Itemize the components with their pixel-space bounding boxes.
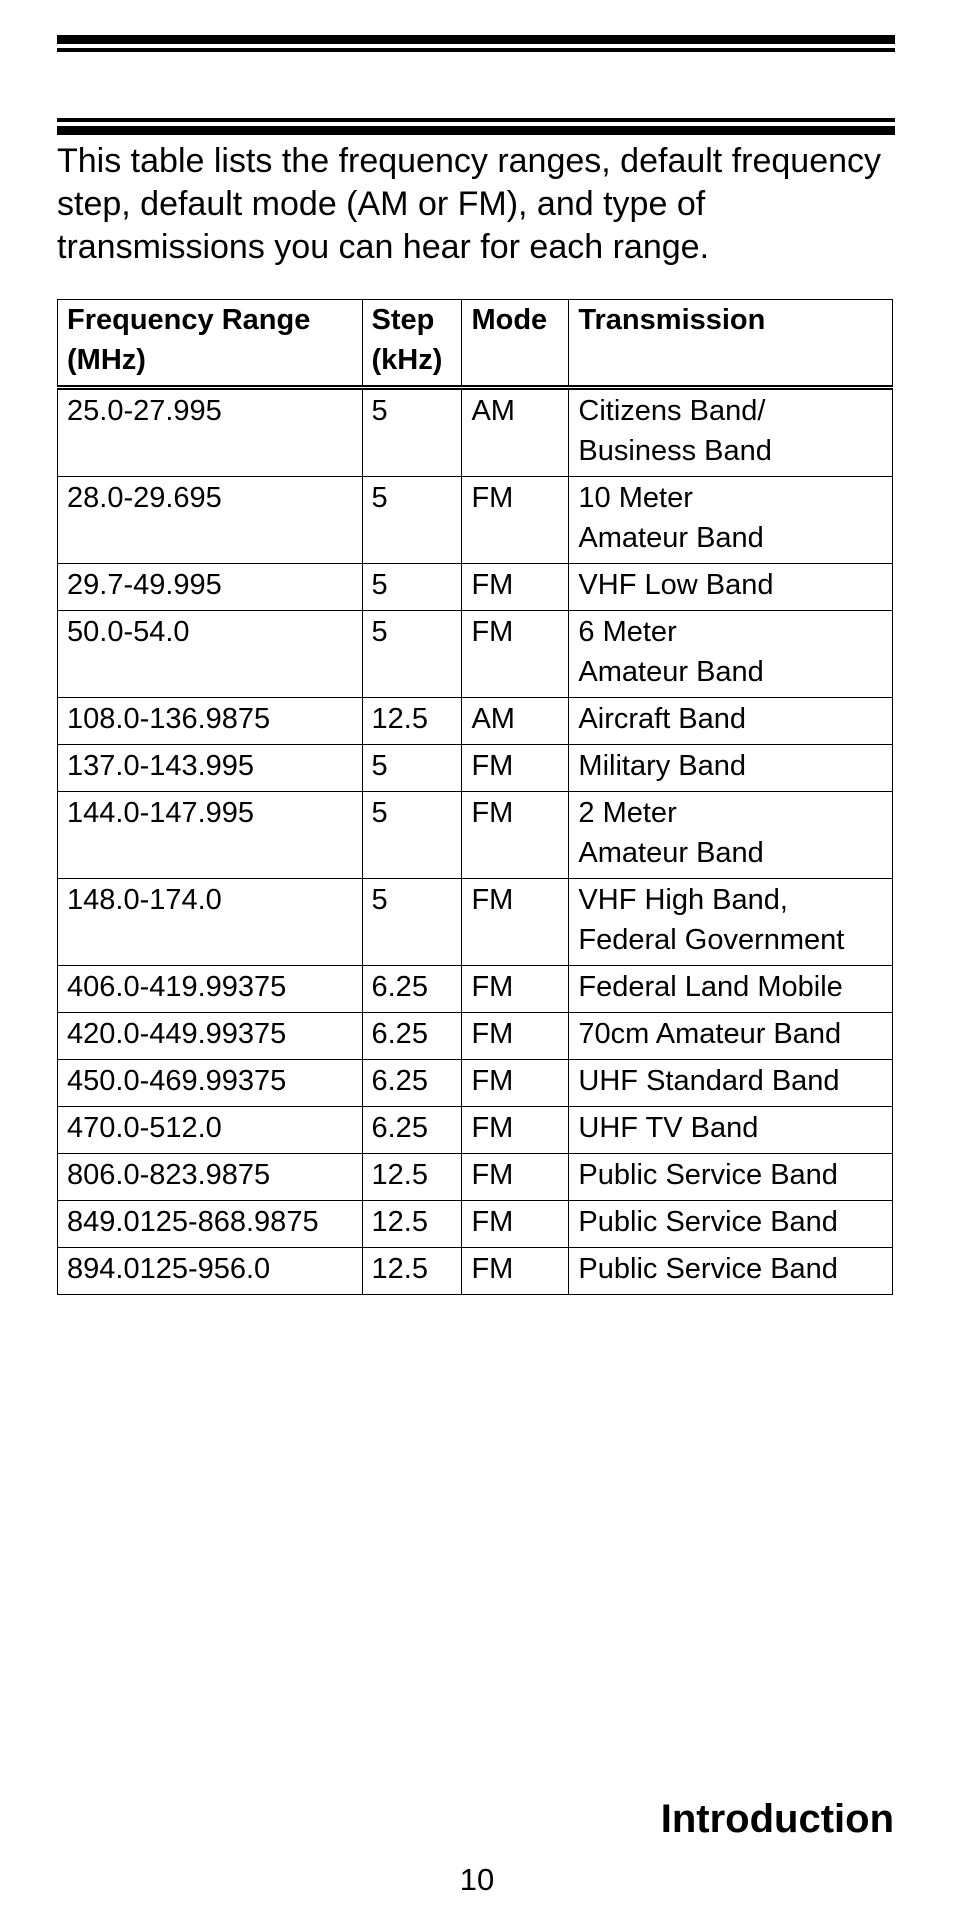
header-line: Transmission	[578, 304, 766, 336]
cell-transmission-line: Business Band	[578, 435, 772, 467]
cell-mode	[462, 792, 569, 879]
cell-mode-text: AM	[471, 395, 515, 427]
cell-step	[362, 1013, 462, 1060]
cell-mode-text: FM	[471, 750, 514, 782]
table-row	[58, 745, 893, 792]
cell-frequency-range-text: 450.0-469.99375	[67, 1065, 287, 1097]
table-row	[58, 792, 893, 879]
cell-frequency-range	[58, 1248, 363, 1295]
cell-frequency-range-text: 470.0-512.0	[67, 1112, 222, 1144]
cell-transmission-line: Amateur Band	[578, 522, 764, 554]
cell-transmission-line: VHF High Band,	[578, 884, 788, 916]
cell-transmission-line: Amateur Band	[578, 837, 764, 869]
cell-transmission	[569, 1107, 893, 1154]
cell-frequency-range	[58, 966, 363, 1013]
table-row	[58, 698, 893, 745]
cell-transmission	[569, 792, 893, 879]
cell-mode	[462, 1107, 569, 1154]
cell-frequency-range	[58, 879, 363, 966]
cell-transmission	[569, 388, 893, 477]
cell-transmission-line: Public Service Band	[578, 1253, 838, 1285]
cell-transmission	[569, 611, 893, 698]
cell-mode-text: FM	[471, 1018, 514, 1050]
cell-step	[362, 1154, 462, 1201]
header-line: (kHz)	[371, 344, 443, 376]
cell-step-text: 12.5	[371, 1253, 428, 1285]
cell-transmission	[569, 1154, 893, 1201]
cell-mode	[462, 1201, 569, 1248]
cell-step	[362, 1248, 462, 1295]
cell-frequency-range	[58, 792, 363, 879]
page-number: 10	[459, 1862, 495, 1897]
cell-step	[362, 388, 462, 477]
table-row	[58, 1154, 893, 1201]
cell-transmission	[569, 564, 893, 611]
cell-step	[362, 1060, 462, 1107]
cell-step-text: 5	[371, 750, 388, 782]
cell-mode	[462, 1248, 569, 1295]
header-transmission	[569, 300, 893, 388]
cell-mode	[462, 388, 569, 477]
table-row	[58, 611, 893, 698]
cell-frequency-range-text: 144.0-147.995	[67, 797, 255, 829]
cell-step-text: 12.5	[371, 703, 428, 735]
cell-step-text: 5	[371, 616, 388, 648]
cell-transmission-line: Federal Government	[578, 924, 845, 956]
table-row	[58, 477, 893, 564]
cell-step	[362, 879, 462, 966]
cell-step-text: 6.25	[371, 1065, 428, 1097]
header-mode	[462, 300, 569, 388]
cell-transmission-line: Aircraft Band	[578, 703, 747, 735]
cell-transmission-line: Amateur Band	[578, 656, 764, 688]
cell-frequency-range-text: 50.0-54.0	[67, 616, 190, 648]
cell-transmission-line: UHF Standard Band	[578, 1065, 840, 1097]
cell-frequency-range	[58, 477, 363, 564]
cell-frequency-range-text: 25.0-27.995	[67, 395, 222, 427]
table-row	[58, 966, 893, 1013]
cell-transmission-line: Public Service Band	[578, 1206, 838, 1238]
cell-mode	[462, 745, 569, 792]
table-row	[58, 1248, 893, 1295]
cell-mode	[462, 564, 569, 611]
table-row	[58, 879, 893, 966]
cell-frequency-range	[58, 564, 363, 611]
cell-step-text: 6.25	[371, 1018, 428, 1050]
cell-mode-text: FM	[471, 797, 514, 829]
table-row	[58, 1201, 893, 1248]
cell-step	[362, 966, 462, 1013]
cell-mode-text: FM	[471, 971, 514, 1003]
cell-transmission	[569, 1013, 893, 1060]
cell-mode	[462, 1013, 569, 1060]
cell-step	[362, 745, 462, 792]
cell-mode	[462, 966, 569, 1013]
cell-step-text: 6.25	[371, 1112, 428, 1144]
cell-frequency-range	[58, 1107, 363, 1154]
cell-transmission	[569, 879, 893, 966]
cell-frequency-range-text: 420.0-449.99375	[67, 1018, 287, 1050]
table-header-row	[58, 300, 893, 388]
header-frequency-range	[58, 300, 363, 388]
cell-step-text: 12.5	[371, 1206, 428, 1238]
cell-frequency-range	[58, 1060, 363, 1107]
cell-transmission	[569, 745, 893, 792]
cell-step	[362, 1201, 462, 1248]
cell-mode	[462, 698, 569, 745]
cell-frequency-range	[58, 611, 363, 698]
cell-step-text: 5	[371, 395, 388, 427]
cell-frequency-range-text: 849.0125-868.9875	[67, 1206, 319, 1238]
cell-frequency-range-text: 29.7-49.995	[67, 569, 222, 601]
cell-mode	[462, 477, 569, 564]
section-rule-thick	[57, 126, 895, 135]
cell-transmission-line: 2 Meter	[578, 797, 677, 829]
cell-step-text: 5	[371, 482, 388, 514]
cell-step	[362, 611, 462, 698]
cell-transmission	[569, 698, 893, 745]
cell-frequency-range-text: 28.0-29.695	[67, 482, 222, 514]
cell-transmission-line: UHF TV Band	[578, 1112, 759, 1144]
header-step	[362, 300, 462, 388]
cell-step	[362, 792, 462, 879]
cell-transmission-line: Public Service Band	[578, 1159, 838, 1191]
cell-mode-text: FM	[471, 482, 514, 514]
cell-transmission	[569, 966, 893, 1013]
cell-mode-text: AM	[471, 703, 515, 735]
cell-step	[362, 564, 462, 611]
top-rule-thin	[57, 48, 895, 52]
header-line: (MHz)	[67, 344, 146, 376]
section-title: Introduction	[660, 1797, 894, 1841]
table-row	[58, 564, 893, 611]
cell-frequency-range-text: 894.0125-956.0	[67, 1253, 271, 1285]
cell-frequency-range	[58, 388, 363, 477]
cell-transmission-line: 6 Meter	[578, 616, 677, 648]
cell-frequency-range-text: 148.0-174.0	[67, 884, 222, 916]
table-row	[58, 388, 893, 477]
cell-mode	[462, 1060, 569, 1107]
cell-transmission-line: Federal Land Mobile	[578, 971, 843, 1003]
cell-frequency-range	[58, 1013, 363, 1060]
cell-step-text: 5	[371, 884, 388, 916]
cell-step-text: 5	[371, 797, 388, 829]
cell-mode	[462, 879, 569, 966]
cell-mode-text: FM	[471, 1159, 514, 1191]
table-row	[58, 1107, 893, 1154]
cell-frequency-range	[58, 1201, 363, 1248]
cell-step	[362, 698, 462, 745]
cell-transmission-line: 10 Meter	[578, 482, 693, 514]
cell-frequency-range	[58, 1154, 363, 1201]
cell-transmission	[569, 477, 893, 564]
cell-transmission	[569, 1201, 893, 1248]
frequency-table	[57, 299, 893, 1295]
cell-frequency-range	[58, 745, 363, 792]
intro-paragraph: This table lists the frequency ranges, default frequency step, default mode (AM or FM), and type of transmissions you can hear for each range.	[57, 142, 882, 266]
cell-transmission	[569, 1060, 893, 1107]
cell-step-text: 5	[371, 569, 388, 601]
cell-step	[362, 1107, 462, 1154]
cell-step	[362, 477, 462, 564]
cell-transmission-line: VHF Low Band	[578, 569, 774, 601]
cell-transmission-line: Citizens Band/	[578, 395, 766, 427]
table-body	[58, 388, 893, 1295]
cell-mode-text: FM	[471, 1112, 514, 1144]
cell-frequency-range-text: 108.0-136.9875	[67, 703, 271, 735]
cell-frequency-range	[58, 698, 363, 745]
cell-frequency-range-text: 406.0-419.99375	[67, 971, 287, 1003]
cell-step-text: 12.5	[371, 1159, 428, 1191]
section-rule-thin	[57, 118, 895, 122]
header-line: Mode	[471, 304, 548, 336]
table-row	[58, 1013, 893, 1060]
cell-frequency-range-text: 806.0-823.9875	[67, 1159, 271, 1191]
cell-transmission-line: Military Band	[578, 750, 747, 782]
cell-step-text: 6.25	[371, 971, 428, 1003]
cell-mode-text: FM	[471, 569, 514, 601]
cell-transmission	[569, 1248, 893, 1295]
cell-mode-text: FM	[471, 616, 514, 648]
cell-transmission-line: 70cm Amateur Band	[578, 1018, 842, 1050]
cell-mode-text: FM	[471, 1253, 514, 1285]
cell-mode	[462, 1154, 569, 1201]
cell-mode	[462, 611, 569, 698]
cell-mode-text: FM	[471, 884, 514, 916]
cell-frequency-range-text: 137.0-143.995	[67, 750, 255, 782]
top-rule-thick	[57, 35, 895, 44]
table-row	[58, 1060, 893, 1107]
cell-mode-text: FM	[471, 1065, 514, 1097]
header-line: Step	[371, 304, 435, 336]
cell-mode-text: FM	[471, 1206, 514, 1238]
header-line: Frequency Range	[67, 304, 311, 336]
